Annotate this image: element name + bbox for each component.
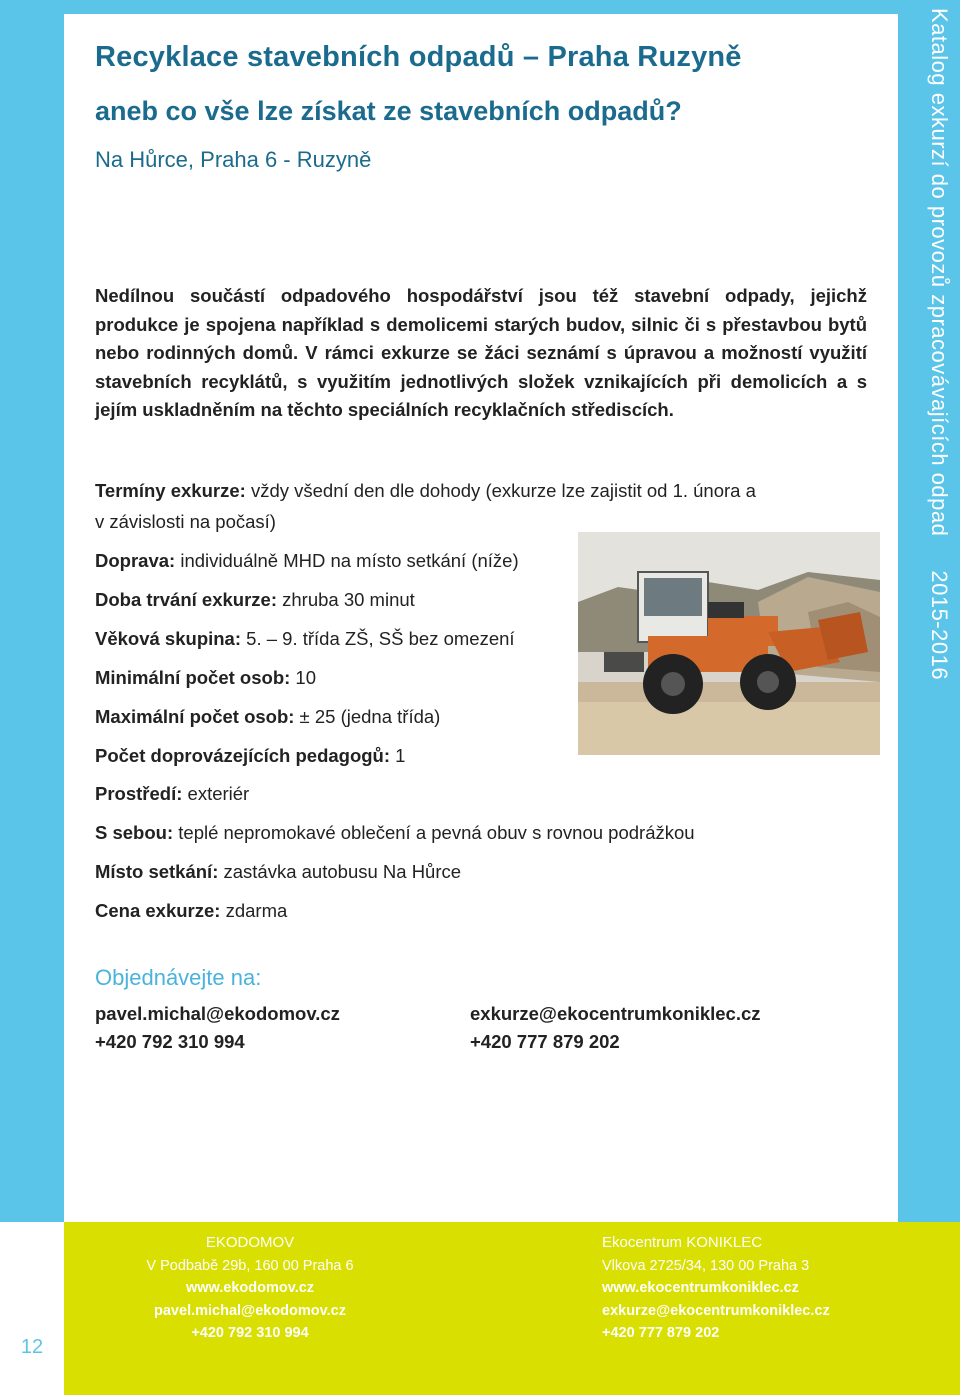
footer-address: V Podbabě 29b, 160 00 Praha 6 xyxy=(146,1257,354,1274)
wheel-loader-photo xyxy=(578,532,880,755)
info-price xyxy=(95,900,287,922)
footer-org-name: EKODOMOV xyxy=(205,1234,295,1251)
footer-org-name: Ekocentrum KONIKLEC xyxy=(602,1234,763,1251)
info-label: Prostředí: xyxy=(95,783,183,804)
order-right-email[interactable]: exkurze@ekocentrumkoniklec.cz xyxy=(470,1003,761,1024)
info-value: individuálně MHD na místo setkání (níže) xyxy=(175,550,519,571)
side-caption xyxy=(926,8,952,768)
info-value: 10 xyxy=(290,667,316,688)
footer-web-link[interactable]: www.ekocentrumkoniklec.cz xyxy=(602,1280,799,1296)
info-duration xyxy=(95,589,415,611)
info-label: Maximální počet osob: xyxy=(95,706,295,727)
info-transport xyxy=(95,550,519,572)
info-label: Doprava: xyxy=(95,550,176,571)
info-value: teplé nepromokavé oblečení a pevná obuv s rovnou podrážkou xyxy=(173,822,695,843)
info-value: zhruba 30 minut xyxy=(276,589,415,610)
order-heading: Objednávejte na: xyxy=(95,965,262,990)
footer-ekodomov xyxy=(120,1232,380,1345)
page-number: 12 xyxy=(20,1336,44,1358)
info-environment xyxy=(95,783,249,805)
info-label: Doba trvání exkurze: xyxy=(95,589,277,610)
info-label: Cena exkurze: xyxy=(95,900,221,921)
order-right-phone[interactable]: +420 777 879 202 xyxy=(470,1031,620,1052)
info-label: Věková skupina: xyxy=(95,628,242,649)
info-dates-cont xyxy=(95,511,276,533)
order-left-phone[interactable]: +420 792 310 994 xyxy=(95,1031,245,1052)
info-value: exteriér xyxy=(182,783,250,804)
info-label: Termíny exkurze: xyxy=(95,480,246,501)
footer-koniklec xyxy=(602,1232,872,1345)
info-label: Minimální počet osob: xyxy=(95,667,291,688)
intro-paragraph: Nedílnou součástí odpadového hospodářství jsou též stavební odpady, jejichž produkce je spojena například s demolicemi starých budov, silnic či s přestavbou bytů nebo rodinných domů. V rámci exkurze se žáci seznámí s úpravou a možností využití stavebních recyklátů, s využitím jednotlivých složek vznikajících při demolicích a s jejím uskladněním na těchto speciálních recyklačních střediscích. xyxy=(95,285,867,420)
info-value: 5. – 9. třída ZŠ, SŠ bez omezení xyxy=(241,628,515,649)
footer-web-link[interactable]: www.ekodomov.cz xyxy=(185,1280,315,1296)
footer-address: Vlkova 2725/34, 130 00 Praha 3 xyxy=(602,1257,810,1274)
info-label: Místo setkání: xyxy=(95,861,219,882)
order-left-email[interactable]: pavel.michal@ekodomov.cz xyxy=(95,1003,340,1024)
info-teachers xyxy=(95,745,405,767)
info-meeting-point xyxy=(95,861,461,883)
info-value: 1 xyxy=(390,745,406,766)
info-label: S sebou: xyxy=(95,822,174,843)
info-value: v závislosti na počasí) xyxy=(95,511,276,532)
info-bring xyxy=(95,822,695,844)
side-caption-text: Katalog exkurzí do provozů zpracovávajících odpad xyxy=(927,8,952,537)
page-title: Recyklace stavebních odpadů – Praha Ruzyně xyxy=(95,41,742,73)
info-label: Počet doprovázejících pedagogů: xyxy=(95,745,391,766)
info-value: zdarma xyxy=(220,900,288,921)
info-value: ± 25 (jedna třída) xyxy=(294,706,441,727)
info-max-people xyxy=(95,706,440,728)
info-dates xyxy=(95,480,756,502)
info-min-people xyxy=(95,667,316,689)
footer-email-link[interactable]: pavel.michal@ekodomov.cz xyxy=(154,1302,346,1319)
side-caption-year: 2015-2016 xyxy=(927,570,952,681)
info-value: zastávka autobusu Na Hůrce xyxy=(218,861,462,882)
info-age-group xyxy=(95,628,515,650)
footer-email-link[interactable]: exkurze@ekocentrumkoniklec.cz xyxy=(602,1302,830,1319)
page-subtitle: aneb co vše lze získat ze stavebních odpadů? xyxy=(95,96,682,126)
footer-phone: +420 777 879 202 xyxy=(602,1325,720,1341)
location-line: Na Hůrce, Praha 6 - Ruzyně xyxy=(95,147,372,172)
info-value: vždy všední den dle dohody (exkurze lze zajistit od 1. února a xyxy=(245,480,756,501)
footer-phone: +420 792 310 994 xyxy=(191,1325,309,1341)
